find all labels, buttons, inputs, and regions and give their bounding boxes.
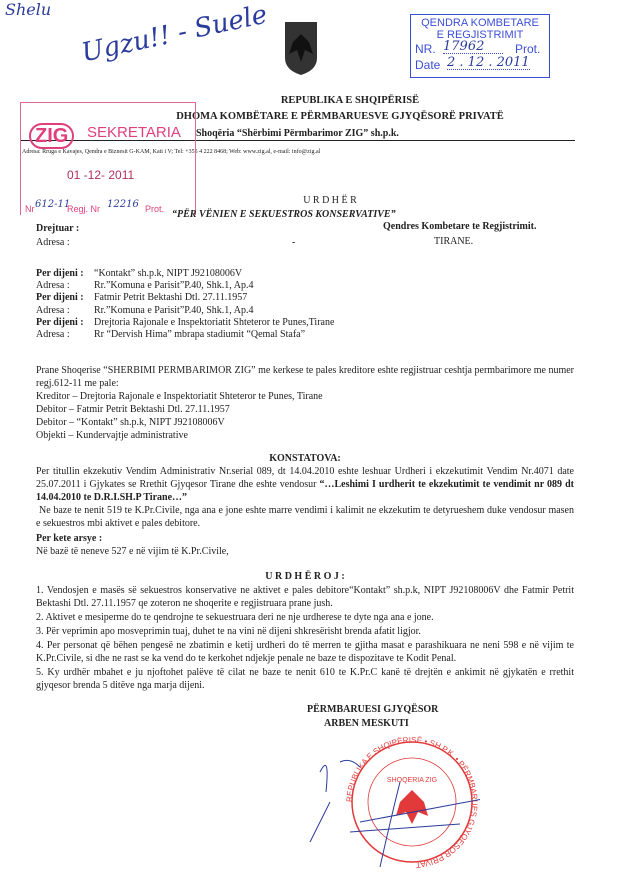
- parties-list: [36, 390, 574, 442]
- notify-label: Adresa :: [36, 304, 70, 316]
- party-item: Debitor – “Kontakt” sh.p.k, NIPT J92108006V: [36, 417, 225, 428]
- party-item: Debitor – Fatmir Petrit Bektashi Dtl. 27.11.1957: [36, 404, 230, 415]
- stamp-prot-label: Prot.: [515, 42, 541, 56]
- notify-label: Adresa :: [36, 280, 70, 292]
- notify-value: Fatmir Petrit Bektashi Dtl. 27.11.1957: [94, 292, 248, 304]
- notify-value: Rr.”Komuna e Parisit”P.40, Shk.1, Ap.4: [94, 304, 254, 316]
- notify-label: Adresa :: [36, 329, 70, 340]
- stamp-line: QENDRA KOMBETARE: [421, 17, 539, 29]
- party-item: Objekti – Kundervajtje administrative: [36, 430, 188, 441]
- signature-title: PËRMBARUESI GJYQËSOR: [307, 704, 439, 715]
- notify-label: Per dijeni :: [36, 268, 84, 279]
- header-address: Adresa: Rruga e Kavajes, Qendra e Biznesit G-KAM, Kati i V; Tel: +355 4 222 8468; Web: www.zig.al, e-mail: info@zig.al: [22, 149, 321, 155]
- konstatova-quote: “…Leshimi I urdherit te ekzekutimit te vendimit nr 089 dt 14.04.2010 te D.R.I.SH.P Tirane…”: [36, 479, 574, 503]
- dash: -: [292, 237, 296, 248]
- stamp-line: E REGJISTRIMIT: [436, 29, 524, 41]
- stamp-regj-label: Regj. Nr: [67, 204, 101, 214]
- legal-basis-paragraph: Ne baze te nenit 519 te K.Pr.Civile, nga ana e jone eshte marre vendimi i kalimit ne ekzekutim te detyrueshem duke vendosur masen e sekuestros mbi aktivet e pales debitore.: [36, 505, 574, 529]
- signature-name: ARBEN MESKUTI: [324, 718, 409, 729]
- seal-text: REPUBLIKA E SHQIPËRISË • SH.P.K. • PËRMBARUES GJYQESOR PRIVAT: [344, 735, 480, 870]
- notify-label: Per dijeni :: [36, 292, 84, 304]
- intro-paragraph: Prane Shoqerise “SHERBIMI PERMBARIMOR ZIG” me kerkese te pales kreditore eshte regjistruar ceshtja permbarimore me numer regj.612-11 me pale:: [36, 365, 574, 389]
- official-seal: [300, 732, 480, 872]
- urdheroj-heading: U R D H Ë R O J :: [265, 571, 345, 582]
- handwritten-instruction: Ugzu!! - Suele: [78, 0, 270, 69]
- eagle-icon: [396, 790, 428, 824]
- stamp-date-label: Date: [415, 58, 441, 72]
- stamp-nr-label: NR.: [415, 42, 436, 56]
- order-item: 4. Per personat që bëhen pengesë ne zbatimin e ketij urdheri do të merren te gjitha masat e parashikuara ne neni 598 e në vijim te K.Pr.Civile, si dhe ne rast se ka vend do te kerkohet ndjekje penale ne baze te dispozitave te Kodit Penal.: [36, 640, 574, 664]
- addressee-city: TIRANE.: [434, 236, 474, 247]
- header-chamber: DHOMA KOMBËTARE E PËRMBARUESVE GJYQËSORË PRIVATË: [176, 111, 504, 122]
- seal-inner-text: SHOQERIA ZIG: [386, 777, 438, 784]
- document-body: [36, 364, 574, 692]
- notify-value: Drejtoria Rajonale e Inspektoriatit Shteteror te Punes,Tirane: [94, 316, 335, 328]
- order-item: 2. Aktivet e mesiperme do te qendrojne te sekuestruara deri ne nje urdherese te dyte nga ana e jone.: [36, 612, 434, 623]
- order-item: 3. Për veprimin apo mosveprimin tuaj, duhet te na vini në dijeni shkresërisht brenda afatit ligjor.: [36, 626, 421, 637]
- stamp-secretary-date: 01 -12- 2011: [67, 168, 135, 182]
- header-company: Shoqëria “Shërbimi Përmbarimor ZIG” sh.p.k.: [196, 128, 399, 139]
- document-title: U R D H Ë R: [303, 195, 357, 206]
- konstatova-text: Per titullin ekzekutiv Vendim Administrativ Nr.serial 089, dt 14.04.2010 eshte leshuar Urdheri i ekzekutimit Vendim Nr.4071 date 25.07.2011 i Gjykates se Rrethit Gjyqesor Tirane dhe eshte vendosur: [36, 466, 574, 490]
- albania-emblem-icon: [283, 20, 319, 76]
- reason-label: Per kete arsye :: [36, 533, 103, 544]
- addressee-label: Drejtuar :: [36, 223, 80, 234]
- notify-value: Rr.”Komuna e Parisit”P.40, Shk.1, Ap.4: [94, 280, 254, 292]
- address-label: Adresa :: [36, 237, 70, 248]
- notify-value: Rr “Dervish Hima” mbrapa stadiumit “Qemal Stafa”: [94, 329, 306, 340]
- stamp-nr-label: Nr: [25, 204, 35, 214]
- registry-stamp: [410, 14, 550, 78]
- handwritten-note: Shelu: [5, 0, 52, 19]
- header-republic: REPUBLIKA E SHQIPËRISË: [280, 95, 420, 106]
- orders-list: [36, 584, 574, 692]
- konstatova-paragraph: [36, 465, 574, 504]
- stamp-secretary-label: SEKRETARIA: [87, 124, 181, 141]
- stamp-nr-value: 612-11: [35, 199, 71, 210]
- stamp-date-value: 2 . 12 . 2011: [447, 55, 530, 70]
- zig-logo: ZIG: [29, 123, 74, 149]
- stamp-regj-value: 12216: [107, 199, 139, 210]
- addressee-recipient: Qendres Kombetare te Regjistrimit.: [383, 221, 537, 232]
- notify-label: Per dijeni :: [36, 316, 84, 328]
- stamp-nr-value: 17962: [443, 41, 503, 54]
- stamp-prot-label: Prot.: [145, 204, 165, 214]
- secretary-stamp: [20, 102, 196, 215]
- order-item: 5. Ky urdhër mbahet e ju njoftohet palëve të cilat ne baze te nenit 610 te K.Pr.C kanë të drejtën e ankimit në gjykatën e rrethit gjyqesor brenda 5 ditëve nga marja dijeni.: [36, 667, 574, 691]
- legal-basis: Në bazë të neneve 527 e në vijim të K.Pr.Civile,: [36, 546, 229, 557]
- party-item: Kreditor – Drejtoria Rajonale e Inspektoriatit Shteteror te Punes, Tirane: [36, 391, 323, 402]
- konstatova-heading: KONSTATOVA:: [269, 453, 341, 464]
- notify-value: “Kontakt” sh.p.k, NIPT J92108006V: [94, 268, 243, 279]
- order-item: 1. Vendosjen e masës së sekuestros konservative ne aktivet e pales debitore“Kontakt” sh.p.k, NIPT J92108006V dhe Fatmir Petrit Bektashi Dtl. 27.11.1957 qe zoteron ne shoqerite e regjistruara prane jush.: [36, 585, 574, 609]
- document-subtitle: “PËR VËNIEN E SEKUESTROS KONSERVATIVE”: [172, 209, 396, 220]
